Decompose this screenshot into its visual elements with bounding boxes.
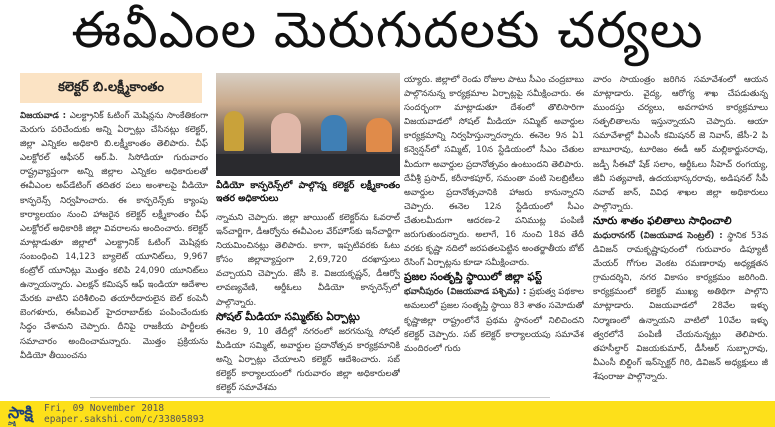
person-figure	[366, 118, 392, 152]
body-text: ప్రభుత్వ పథకాల అమలులో ప్రజల సంతృప్తి స్థాయి 83 శాతం సమోదుతో కృష్ణాజిల్లా రాష్ట్రంలోనే ప్రథమ స్థానంలో నిలిచిందని కలెక్టర్ చెప్పారు. సబ్ కలెక్టర్ కార్యాలయపు సమావేశ మందిరంలో గురు	[404, 287, 584, 354]
sakshi-logo	[8, 404, 33, 427]
body-text: స్థానిక 53వ డివిజన్ రామకృష్ణాపురంలో గురువారం డిప్యూటీ మేయర్ గోగుల వెంకట రమణారావు అధ్యక్షతన గ్రామదర్శిని, నగర వికాసం కార్యక్రమం జరిగింది. కార్యక్రమంలో కలెక్టర్ ముఖ్య అతిథిగా పాల్గొని మాట్లాడారు. విజయవాడలో 28వేల ఇళ్ళు నిర్మాణంలో ఉన్నాయని వాటిలో 10వేల ఇళ్ళు త్వరలోనే పంపిణీ చేయనున్నట్లు తెలిపారు. తహసీల్దార్ విజయకుమార్, డీసీఆర్ సుబ్బారావు, వీఎంసీ బిల్డింగ్ ఇన్‌స్పెక్టర్ గిరి, డివిజన్ అధ్యక్షులు జీ శేషంరాజు పాల్గొన్నారు.	[593, 230, 768, 382]
logo-subtext: సాక్షి	[8, 421, 16, 427]
body-text: న్నామని చెప్పారు. జిల్లా జాయింట్ కలెక్టర్‌ను ఓవరాల్ ఇన్‌చార్జిగా, డీఆర్వోను ఈవీఎంల వేర్‌హౌస్‌కు ఇన్‌చార్జిగా నియమించినట్లు తెలిపారు. కాగా, ఇప్పటివరకు ఓటు కోసం జిల్లావ్యాప్తంగా 2,69,720 దరఖాస్తులు వచ్చాయని చెప్పారు. జేసీ కె. విజయకృష్ణన్, డీఆర్వో లావణ్యవేణి, ఆర్డీఓలు వీడియో కాన్ఫరెన్స్‌లో పాల్గొన్నారు.	[216, 213, 400, 308]
paragraph	[20, 109, 208, 363]
subheading: సోషల్ మీడియా సమ్మిట్‌కు ఏర్పాట్లు	[216, 310, 360, 323]
person-figure	[321, 115, 347, 151]
dateline: భవానీపురం (విజయవాడ పశ్చిమ) :	[404, 287, 527, 298]
paragraph	[593, 229, 768, 384]
footer-info	[44, 403, 204, 425]
article-column-4	[593, 73, 768, 398]
footer-bar	[0, 401, 775, 427]
news-photo	[216, 73, 400, 176]
epaper-url[interactable]: epaper.sakshi.com/c/33805893	[44, 414, 205, 425]
body-text: య్యారు. జిల్లాలో రెండు రోజుల పాటు సీఎం చంద్రబాబు పాల్గొననున్న కార్యక్రమాల ఏర్పాట్లపై సమీక్షించారు. ఈ సందర్భంగా మాట్లాడుతూ దేశంలో తొలిసారిగా విజయవాడలో సోషల్ మీడియా సమ్మిట్ అవార్డుల కార్యక్రమాన్ని నిర్వహిస్తున్నారన్నారు. ఈనెల 9న ఏ1 కన్వెన్షన్‌లో సమ్మిట్, 10న స్టేడియంలో సీఎం చేతుల మీదుగా అవార్డుల ప్రదానోత్సవం ఉంటుందని తెలిపారు. దేవీశ్రీ ప్రసాద్, కరీనాకపూర్, సమంతా వంటి సెలబ్రిటీలు అవార్డుల ప్రదానోత్సవానికి హాజరు కానున్నారని చెప్పారు. ఈనెల 12న స్టేడియంలో సీఎం చేతులమీదుగా ఆదరణ-2 పనిముట్ల పంపిణీ జరుగుతుందన్నారు. అలాగే, 16 నుంచి 18వ తేదీ వరకు కృష్ణా నదిలో జరపతలపెట్టిన అంతర్జాతీయ బోట్ రేసింగ్ ఏర్పాట్లను కూడా సమీక్షించారు.	[404, 75, 584, 269]
subheading: ప్రజల సంతృప్తి స్థాయిలో జిల్లా ఫస్ట్	[404, 271, 543, 284]
person-figure	[271, 113, 301, 153]
body-text: వారం సాయంత్రం జరిగిన సమావేశంలో ఆయన మాట్లాడారు. వైద్య, ఆరోగ్య శాఖ చేపడుతున్న ముందస్తు చర్యలు, అవగాహన కార్యక్రమాలు సత్ఫలితాలను ఇస్తున్నాయని చెప్పారు. ఆయా సమావేశాల్లో వీఎంసీ కమిషనర్ జె నివాస్, జేసీ-2 పి బాబూరావు, టూరిజం ఈడీ ఆర్ మల్లికార్జునరావు, జడ్పీ సీఈవో షేక్ సలాం, ఆర్డీఓలు సీహెచ్ రంగయ్య, జీవీ సత్యవాణి, ఉదయభాస్కరరావు, అడిషనల్ సీపీ నవాబ్ జాన్, వివిధ శాఖల జిల్లా అధికారులు పాల్గొన్నారు.	[593, 75, 768, 212]
logo-text: సాక్షి	[8, 403, 33, 422]
article-column-3	[404, 73, 584, 398]
byline: కలెక్టర్ బి.లక్ష్మీకాంతం	[20, 73, 202, 103]
divider	[90, 397, 550, 398]
conference-desk	[216, 154, 400, 176]
dateline: మధురానగర్ (విజయవాడ సెంట్రల్) :	[593, 230, 723, 241]
dateline: విజయవాడ :	[20, 111, 67, 121]
photo-caption: వీడియో కాన్ఫరెన్స్‌లో పాల్గొన్న కలెక్టర్ లక్ష్మీకాంతం ఇతర అధికారులు	[216, 180, 400, 204]
publication-date: Fri, 09 November 2018	[44, 403, 165, 414]
body-text: ఎలక్ట్రానిక్ ఓటింగ్ మెషిన్లను సాంకేతికంగా మెరుగు పరిచేందుకు అన్ని ఏర్పాట్లు చేసినట్లు కలెక్టర్, జిల్లా ఎన్నికల అధికారి బి.లక్ష్మీకాంతం తెలిపారు. చీఫ్ ఎలక్టోరల్ ఆఫీసర్ ఆర్.పి. సిసోడియా గురువారం రాష్ట్రవ్యాప్తంగా అన్ని జిల్లాల ఎన్నికల అధికారులతో ఈవీఎంల అప్‌డేటింగ్ తదితర పలు అంశాలపై వీడియో కాన్ఫరెన్స్ నిర్వహించారు. ఈ కాన్ఫరెన్స్‌కు క్యాంపు కార్యాలయం నుంచి హాజరైన కలెక్టర్ లక్ష్మీకాంతం చీఫ్ ఎలక్టోరల్ అధికారికి జిల్లా వివరాలను అందించారు. కలెక్టర్ మాట్లాడుతూ జిల్లాలో ఎలక్ట్రానిక్ ఓటింగ్ మెషిన్లకు సంబంధించి 14,123 బ్యాలెట్ యూనిట్‌లు, 9,967 కంట్రోల్ యూనిట్లు మొత్తం కలిపి 24,090 యూనిట్‌లు ఉన్నాయన్నారు. ఎలక్షన్ కమిషన్ ఆఫ్ ఇండియా ఆదేశాల మేరకు వాటిని పరిశీలించి తయారీదారులైన బెల్ కంపెనీ బెంగళూరు, ఈసీఐఎల్ హైదరాబాద్‌కు పంపించేందుకు సిద్ధం చేశామని చెప్పారు. దీనిపై రాజకీయ పార్టీలకు సమాచారం అందించామన్నారు. మొత్తం ప్రక్రియను వీడియో తీయించను	[20, 111, 208, 361]
subheading: నూరు శాతం ఫలితాలు సాధించాలి	[593, 214, 732, 227]
paragraph	[404, 285, 584, 355]
headline: ఈవీఎంల మెరుగుదలకు చర్యలు	[71, 0, 704, 59]
body-text: ఈనెల 9, 10 తేదీల్లో నగరంలో జరగనున్న సోషల్ మీడియా సమ్మిట్, అవార్డుల ప్రదానోత్సవ కార్యక్రమానికి అన్ని ఏర్పాట్లు చేయాలని కలెక్టర్ ఆదేశించారు. సబ్ కలెక్టర్ కార్యాలయంలో గురువారం జిల్లా అధికారులతో కలెక్టర్ సమావేశమ	[216, 326, 400, 394]
article-column-2	[216, 73, 400, 398]
person-figure	[224, 111, 244, 151]
article-column-1	[20, 73, 208, 398]
